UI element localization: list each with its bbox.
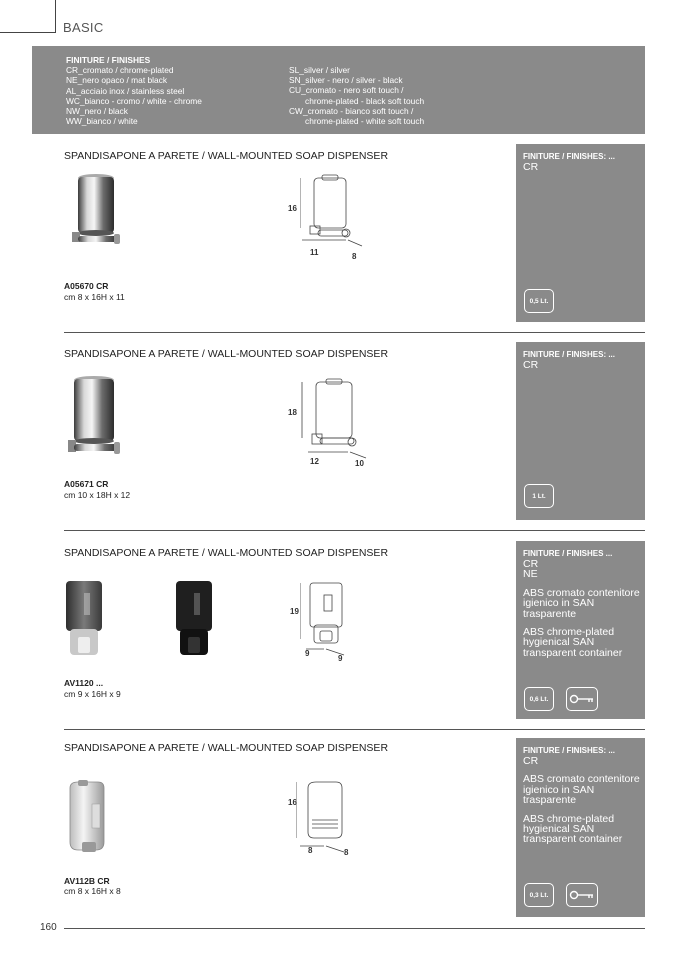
material-description-en: ABS chrome-plated hygienical SAN transparent container [523,626,623,659]
finish-item: chrome-plated - white soft touch [305,116,425,127]
product-dimensions: cm 9 x 16H x 9 [64,689,121,699]
finishes-panel-body [523,360,641,370]
product-dimensions: cm 10 x 18H x 12 [64,490,131,500]
product-title: SPANDISAPONE A PARETE / WALL-MOUNTED SOAP DISPENSER [64,150,389,162]
volume-badge: 0,5 Lt. [524,289,554,313]
finishes-heading: FINITURE / FINISHES [66,55,151,65]
product-photo [64,374,124,460]
finishes-legend [32,46,645,134]
finishes-panel-heading: FINITURE / FINISHES: ... [523,152,616,161]
product-dimensions: cm 8 x 16H x 8 [64,886,121,896]
footer-rule [64,928,645,929]
product-dimensions: cm 8 x 16H x 11 [64,292,125,302]
section-divider [64,530,645,531]
finish-item: CU_cromato - nero soft touch / [289,85,404,96]
finishes-panel-body [523,756,641,845]
material-description-it: ABS cromato contenitore igienico in SAN trasparente [523,586,640,620]
finishes-panel-heading: FINITURE / FINISHES: ... [523,350,616,359]
finishes-column-left [66,55,202,126]
finish-item: CW_cromato - bianco soft touch / [289,105,414,116]
product-title: SPANDISAPONE A PARETE / WALL-MOUNTED SOAP DISPENSER [64,742,389,754]
finishes-panel [516,144,645,322]
dimension-width: 11 [310,248,319,257]
finish-code: CR [523,755,539,767]
finish-code: CR [523,558,539,570]
dimension-height: 18 [288,408,297,417]
key-icon [569,694,595,704]
product-a05671 [0,348,678,533]
section-title: BASIC [63,20,104,35]
corner-rule-horizontal [0,32,56,33]
finishes-panel [516,541,645,719]
volume-badge: 1 Lt. [524,484,554,508]
dimension-width: 12 [310,457,319,466]
product-photo [68,172,124,252]
material-description-en: ABS chrome-plated hygienical SAN transparent container [523,812,623,846]
product-title: SPANDISAPONE A PARETE / WALL-MOUNTED SOAP DISPENSER [64,348,389,360]
finish-item: WC_bianco - cromo / white - chrome [66,95,202,106]
key-badge [566,687,598,711]
section-divider [64,332,645,333]
key-badge [566,883,598,907]
material-description-it: ABS cromato contenitore igienico in SAN trasparente [523,773,640,807]
finishes-panel-heading: FINITURE / FINISHES: ... [523,746,616,755]
product-photo-black [174,579,214,659]
product-av112b [0,742,678,927]
finish-item: NE_nero opaco / mat black [66,75,168,86]
finish-item: chrome-plated - black soft touch [305,95,425,106]
finishes-panel [516,738,645,917]
product-code: AV1120 ... [64,678,104,688]
finish-item: AL_acciaio inox / stainless steel [66,85,185,96]
dimension-depth: 9 [338,654,343,663]
finishes-panel-heading: FINITURE / FINISHES ... [523,549,613,558]
key-icon [569,890,595,900]
product-a05670 [0,150,678,335]
dimension-depth: 8 [344,848,349,857]
dimension-depth: 10 [355,459,364,468]
finish-item: NW_nero / black [66,106,128,117]
dimension-width: 9 [305,649,310,658]
section-divider [64,729,645,730]
dimension-height: 16 [288,204,297,213]
volume-badge: 0,3 Lt. [524,883,554,907]
technical-drawing [300,172,364,250]
finish-item: CR_cromato / chrome-plated [66,65,174,76]
finishes-column-right [289,65,424,126]
finishes-panel-body [523,162,641,172]
finishes-panel-body [523,559,641,658]
finish-item: SL_silver / silver [289,65,350,75]
page-number: 160 [40,922,57,933]
product-code: A05670 CR [64,281,109,291]
finish-code: CR [523,359,539,371]
volume-badge: 0,6 Lt. [524,687,554,711]
product-av1120 [0,547,678,732]
finish-code: NE [523,568,538,581]
dimension-height: 19 [290,607,299,616]
finish-item: WW_bianco / white [66,116,138,127]
dimension-depth: 8 [352,252,357,261]
technical-drawing [300,376,370,460]
corner-rule-vertical [55,0,56,33]
product-code: AV112B CR [64,876,110,886]
product-code: A05671 CR [64,479,109,489]
technical-drawing [296,776,360,856]
finish-code: CR [523,161,539,173]
dimension-width: 8 [308,846,313,855]
product-photo-chrome [64,579,104,659]
product-photo [64,778,108,862]
product-title: SPANDISAPONE A PARETE / WALL-MOUNTED SOAP DISPENSER [64,547,389,559]
dimension-height: 16 [288,798,297,807]
finishes-panel [516,342,645,520]
finish-item: SN_silver - nero / silver - black [289,75,403,86]
